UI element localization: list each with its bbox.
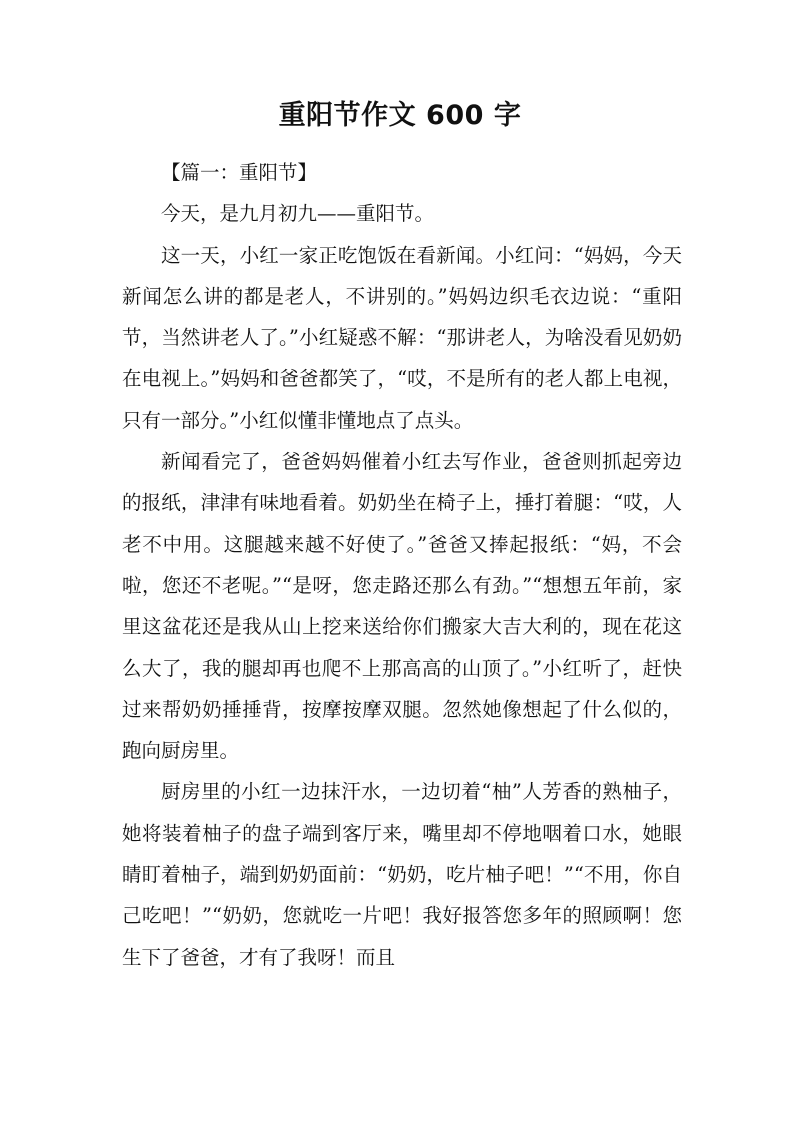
page-title: 重阳节作文 600 字 [278, 100, 522, 131]
article-body [122, 152, 682, 978]
paragraph-1: 今天，是九月初九——重阳节。 [161, 202, 435, 226]
section-heading: 【篇一：重阳节】 [161, 161, 318, 184]
paragraph-3: 新闻看完了，爸爸妈妈催着小红去写作业，爸爸则抓起旁边的报纸，津津有味地看着。奶奶坐在椅子上，捶打着腿：“哎，人老不中用。这腿越来越不好使了。”爸爸又捧起报纸：“妈，不会啦，您还不老呢。”“是呀，您走路还那么有劲。”“想想五年前，家里这盆花还是我从山上挖来送给你们搬家大吉大利的，现在花这么大了，我的腿却再也爬不上那高高的山顶了。”小红听了，赶快过来帮奶奶捶捶背，按摩按摩双腿。忽然她像想起了什么似的，跑向厨房里。 [122, 450, 682, 763]
paragraph-2: 这一天，小红一家正吃饱饭在看新闻。小红问：“妈妈，今天新闻怎么讲的都是老人，不讲别的。”妈妈边织毛衣边说：“重阳节，当然讲老人了。”小红疑惑不解：“那讲老人，为啥没看见奶奶在电视上。”妈妈和爸爸都笑了，“哎，不是所有的老人都上电视，只有一部分。”小红似懂非懂地点了点头。 [122, 243, 682, 432]
paragraph-4: 厨房里的小红一边抹汗水，一边切着“柚”人芳香的熟柚子，她将装着柚子的盘子端到客厅来，嘴里却不停地咽着口水，她眼睛盯着柚子，端到奶奶面前：“奶奶，吃片柚子吧！”“不用，你自己吃吧！”“奶奶，您就吃一片吧！我好报答您多年的照顾啊！您生下了爸爸，才有了我呀！而且 [122, 780, 682, 969]
